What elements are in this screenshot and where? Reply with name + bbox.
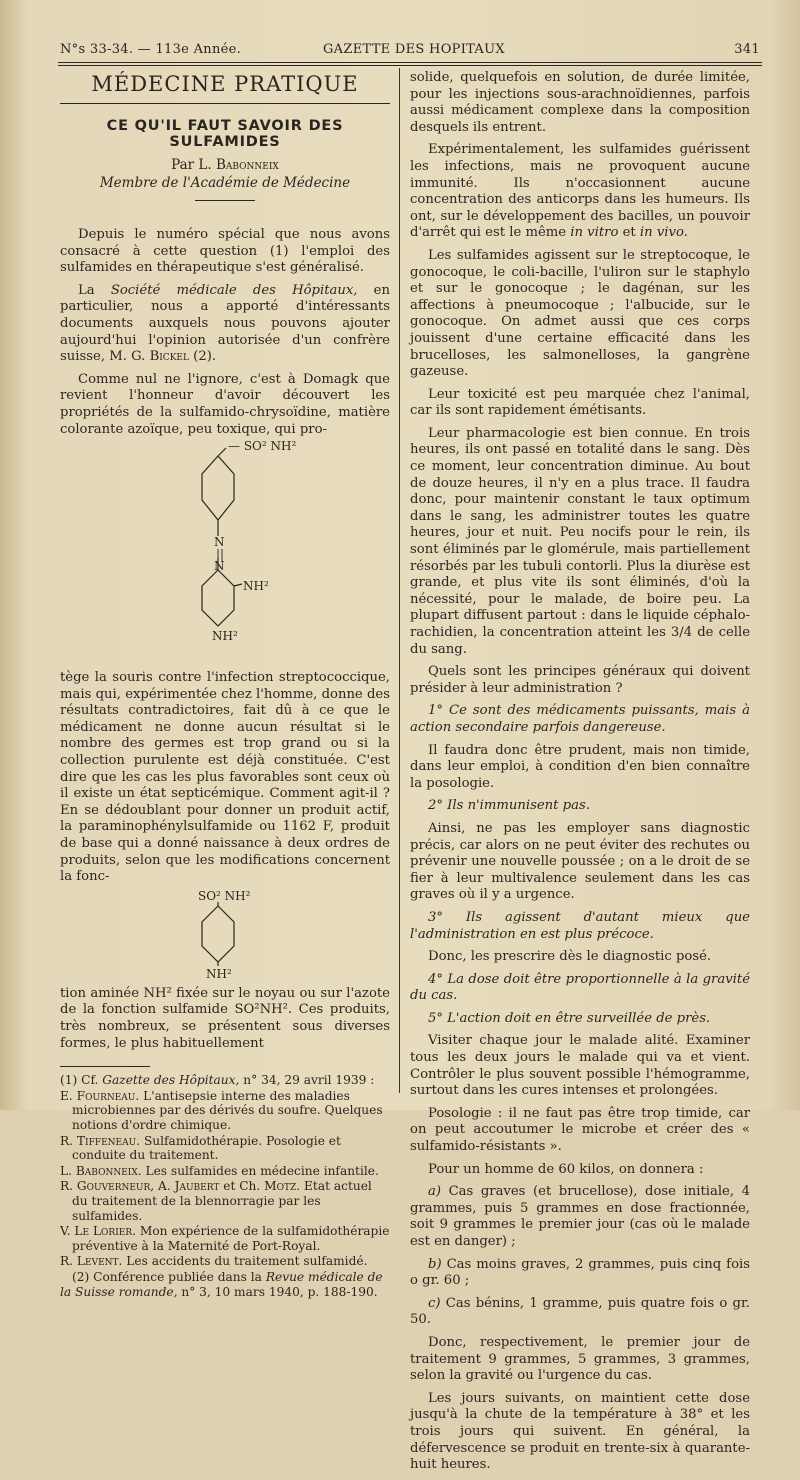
author-name: Babonneix — [215, 156, 279, 173]
reference-item — [60, 1224, 390, 1253]
author-reference: Bickel — [149, 349, 189, 365]
text-run: n° 3, 10 mars 1940, p. 188-190. — [181, 1284, 378, 1299]
sulfamide-group-label: SO² NH² — [198, 888, 251, 903]
paragraph: Ainsi, ne pas les employer sans diagnostic précis, car alors on ne peut éviter des rechutes ou prévenir une nouvelle poussée ; on a le droit de se fier à leur multivalence seulement dans les cas graves où il y a urgence. — [410, 820, 750, 903]
byline — [60, 157, 390, 174]
header-rule-2 — [58, 65, 762, 66]
title-rule — [195, 200, 255, 201]
journal-reference: Société médicale des Hôpitaux, — [110, 282, 358, 298]
paragraph — [60, 283, 390, 366]
case-label: b) — [428, 1256, 442, 1272]
latin-term: in vitro — [570, 225, 619, 241]
case-text: Cas bénins, 1 gramme, puis quatre fois o gr. 50. — [410, 1295, 750, 1328]
paragraph: Quels sont les principes généraux qui doivent présider à leur administration ? — [410, 664, 750, 696]
dosage-case-b — [410, 1257, 750, 1290]
text-run: n° 34, 29 avril 1939 : — [243, 1073, 375, 1088]
azo-nitrogen-label: N — [214, 559, 225, 574]
header-rule — [58, 62, 762, 63]
running-head — [60, 42, 760, 60]
author-reference: V. Le Lorier. — [60, 1224, 136, 1239]
author-reference: E. Fourneau. — [60, 1088, 140, 1103]
paragraph — [410, 142, 750, 242]
case-label: a) — [428, 1184, 442, 1200]
paragraph: Leur pharmacologie est bien connue. En trois heures, ils ont passé en totalité dans le sang. Dès ce moment, leur concentration diminue. Au bout de douze heures, il n'y en a plus trace. Il faudra donc, pour maintenir constant le taux optimum dans le sang, les administrer toutes les quatre heures, jour et nuit. Peu nocifs pour le rein, ils sont éliminés par le glomérule, mais partiellement résorbés par les tubuli contorli. Plus la diurèse est grande, et plus vite ils sont éliminés, d'où la nécessité, pour le malade, de boire peu. La plupart diffusent partout : dans le liquide céphalo-rachidien, la concentration atteint les 3/4 de celle du sang. — [410, 425, 750, 657]
paragraph: Comme nul ne l'ignore, c'est à Domagk que revient l'honneur d'avoir découvert les propriétés de la sulfamido-chrysoïdine, matière colorante azoïque, peu toxique, qui pro- — [60, 371, 390, 437]
right-column — [410, 70, 750, 1480]
text-run: (2). — [193, 349, 217, 365]
page-number: 341 — [734, 42, 760, 57]
amine-group-label: NH² — [206, 966, 232, 981]
article-title: CE QU'IL FAUT SAVOIR DES SULFAMIDES — [106, 117, 344, 151]
footnote-2 — [60, 1270, 390, 1299]
reference-item — [60, 1179, 390, 1223]
author-reference: R. Gouverneur, A. Jaubert — [60, 1179, 220, 1194]
dosage-case-c — [410, 1296, 750, 1329]
amine-group-label: NH² — [243, 579, 269, 594]
principle-4: 4° La dose doit être proportionnelle à la gravité du cas. — [410, 971, 750, 1004]
paragraph: Les jours suivants, on maintient cette dose jusqu'à la chute de la température à 38° et les trois jours qui suivent. En général, la défervescence se produit en trente-six à quarante-huit heures. — [410, 1390, 750, 1473]
footnote-rule — [60, 1066, 150, 1067]
latin-term: in vivo. — [639, 225, 688, 241]
paragraph: Les sulfamides agissent sur le streptocoque, le gonocoque, le coli-bacille, l'uliron sur le staphylo et sur le gonocoque ; le dagénan, sur les affections à pneumocoque ; l'albucide, sur le gonocoque. On admet aussi que ces corps jouissent d'une certaine efficacité dans les brucelloses, les salmonelloses, la gangrène gazeuse. — [410, 247, 750, 380]
reference-text: Mon expérience de la sulfamidothérapie préventive à la Maternité de Port-Royal. — [72, 1224, 390, 1253]
text-run: Expérimentalement, les sulfamides guérissent les infections, mais ne provoquent aucune immunité. Ils n'occasionnent aucune concentration des anticorps dans les humeurs. Ils ont, sur le développement des bacilles, un pouvoir d'arrêt qui est le même — [410, 142, 750, 241]
reference-item — [60, 1134, 390, 1163]
chemical-formula-sulfamide — [60, 888, 390, 980]
text-run: en particulier, nous a apporté d'intéressants documents auxquels nous pouvons ajouter aujourd'hui l'opinion autorisée d'un confrère suisse, M. G. — [60, 282, 390, 365]
principle-5: 5° L'action doit en être surveillée de près. — [428, 1010, 711, 1026]
chemical-formula-chrysoidine — [60, 438, 390, 666]
journal-name: GAZETTE DES HOPITAUX — [323, 42, 505, 57]
section-title: MÉDECINE PRATIQUE — [91, 72, 359, 96]
author-reference: L. Babonneix. — [60, 1163, 142, 1178]
text-run: et — [622, 225, 636, 241]
case-text: Cas graves (et brucellose), dose initiale, 4 grammes, puis 5 grammes en dose fractionnée, soit 9 grammes le premier jour (cas où le malade est en danger) ; — [410, 1184, 750, 1249]
azo-nitrogen-label: N — [214, 535, 225, 550]
reference-item — [60, 1254, 390, 1269]
paragraph: tège la souris contre l'infection streptococcique, mais qui, expérimentée chez l'homme, donne des résultats contradictoires, fait dû à ce que le médicament ne donne aucun résultat si le nombre des germes est trop grand ou si la collection purulente est déjà constituée. C'est dire que les cas les plus favorables sont ceux où il existe un état septicémique. Comment agit-il ? En se dédoublant pour donner un produit actif, la paraminophénylsulfamide ou 1162 F, produit de base qui a donné naissance à deux ordres de produits, selon que les modifications concernent la fonc- — [60, 670, 390, 885]
reference-item — [60, 1089, 390, 1133]
left-column — [60, 70, 390, 1300]
paragraph: Depuis le numéro spécial que nous avons consacré à cette question (1) l'emploi des sulfamides en thérapeutique s'est généralisé. — [60, 226, 390, 276]
paragraph: Il faudra donc être prudent, mais non timide, dans leur emploi, à condition d'en bien connaître la posologie. — [410, 742, 750, 791]
footnote-marker: (2) Conférence publiée dans la — [72, 1269, 262, 1284]
principle-3: 3° Ils agissent d'autant mieux que l'administration en est plus précoce. — [410, 909, 750, 942]
dosage-case-a — [410, 1184, 750, 1250]
reference-text: Etat actuel du traitement de la blennorragie par les sulfamides. — [72, 1179, 372, 1223]
amine-group-label: NH² — [212, 629, 238, 644]
principle-2: 2° Ils n'immunisent pas. — [428, 798, 590, 814]
text-run: La — [78, 282, 95, 298]
paragraph: Visiter chaque jour le malade alité. Examiner tous les deux jours le malade qui va et vient. Contrôler le plus souvent possible l'hémogramme, surtout dans les cures intenses et prolongées. — [410, 1033, 750, 1099]
paragraph: Leur toxicité est peu marquée chez l'animal, car ils sont rapidement émétisants. — [410, 386, 750, 419]
paragraph: Posologie : il ne faut pas être trop timide, car on peut accoutumer le microbe et créer des « sulfamido-résistants ». — [410, 1105, 750, 1155]
paragraph: tion aminée NH² fixée sur le noyau ou sur l'azote de la fonction sulfamide SO²NH². Ces produits, très nombreux, se présentent sous diverses formes, le plus habituellement — [60, 985, 390, 1051]
section-rule — [60, 103, 390, 104]
principle-1: 1° Ce sont des médicaments puissants, mais à action secondaire parfois dangereuse. — [410, 703, 750, 735]
reference-text: Sulfamidothérapie. Posologie et conduite du traitement. — [72, 1133, 341, 1163]
reference-text: Les sulfamides en médecine infantile. — [145, 1163, 379, 1178]
footnote-marker: (1) Cf. — [60, 1073, 99, 1088]
case-label: c) — [428, 1295, 441, 1311]
author-reference: R. Tiffeneau. — [60, 1133, 141, 1148]
issue-number: N°s 33-34. — 113e Année. — [60, 42, 242, 57]
journal-reference: Revue médicale de la Suisse romande, — [60, 1269, 383, 1299]
reference-text: Les accidents du traitement sulfamidé. — [126, 1254, 368, 1269]
sulfamide-group-label: — SO² NH² — [228, 439, 297, 454]
footnote-1 — [60, 1073, 390, 1088]
reference-item — [60, 1164, 390, 1179]
paragraph: solide, quelquefois en solution, de durée limitée, pour les injections sous-arachnoïdiennes, parfois aussi médicament complexe dans la composition desquels ils entrent. — [410, 70, 750, 135]
author-reference: Motz. — [264, 1179, 301, 1194]
journal-reference: Gazette des Hôpitaux, — [102, 1073, 240, 1088]
case-text: Cas moins graves, 2 grammes, puis cinq fois o gr. 60 ; — [410, 1256, 750, 1289]
paragraph: Donc, les prescrire dès le diagnostic posé. — [428, 949, 712, 965]
author-reference: R. Levent. — [60, 1254, 123, 1269]
paragraph: Donc, respectivement, le premier jour de traitement 9 grammes, 5 grammes, 3 grammes, selon la gravité ou l'urgence du cas. — [410, 1334, 750, 1384]
paragraph: Pour un homme de 60 kilos, on donnera : — [428, 1161, 704, 1177]
byline-prefix: Par L. — [171, 156, 212, 173]
column-divider — [399, 68, 400, 1093]
double-bond-label: || — [216, 547, 225, 562]
author-affiliation: Membre de l'Académie de Médecine — [99, 175, 351, 192]
reference-text: L'antisepsie interne des maladies microbiennes par des dérivés du soufre. Quelques notions d'ordre chimique. — [72, 1088, 383, 1132]
text-run: et Ch. — [223, 1179, 261, 1194]
